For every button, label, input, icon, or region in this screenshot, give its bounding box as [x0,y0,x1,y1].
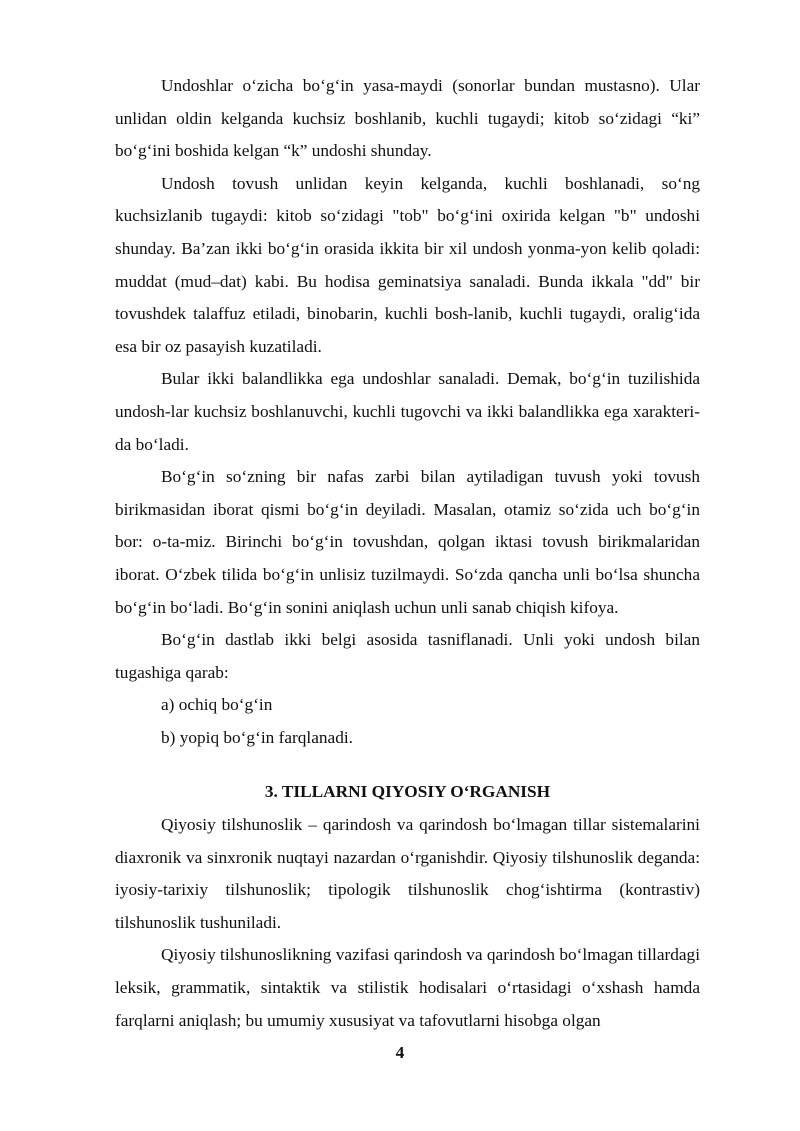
paragraph: Bo‘g‘in dastlab ikki belgi asosida tasniflanadi. Unli yoki undosh bilan tugashiga qarab: [115,630,700,682]
paragraph: Undoshlar o‘zicha bo‘g‘in yasa-maydi (sonorlar bundan mustasno). Ular unlidan oldin kelganda kuchsiz boshlanib, kuchli tugaydi; kitob so‘zidagi “ki” bo‘g‘ini boshida kelgan “k” undoshi shunday. [115,76,700,161]
paragraph: Bular ikki balandlikka ega undoshlar sanaladi. Demak, bo‘g‘in tuzilishida undosh-lar kuchsiz boshlanuvchi, kuchli tugovchi va ikki balandlikka ega xarakteri-da bo‘ladi. [115,369,700,454]
paragraph: Bo‘g‘in so‘zning bir nafas zarbi bilan aytiladigan tuvush yoki tovush birikmasidan iborat qismi bo‘g‘in deyiladi. Masalan, otamiz so‘zida uch bo‘g‘in bor: o-ta-miz. Birinchi bo‘g‘in tovushdan, qolgan iktasi tovush birikmalaridan iborat. O‘zbek tilida bo‘g‘in unlisiz tuzilmaydi. So‘zda qancha unli bo‘lsa shuncha bo‘g‘in bo‘ladi. Bo‘g‘in sonini aniqlash uchun unli sanab chiqish kifoya. [115,467,700,617]
list-item: b) yopiq bo‘g‘in farqlanadi. [161,727,353,747]
paragraph: Qiyosiy tilshunoslik – qarindosh va qarindosh bo‘lmagan tillar sistemalarini diaxronik va sinxronik nuqtayi nazardan o‘rganishdir. Qiyosiy tilshunoslik deganda: iyosiy-tarixiy tilshunoslik; tipologik tilshunoslik chog‘ishtirma (kontrastiv) tilshunoslik tushuniladi. [115,815,700,932]
paragraph: Undosh tovush unlidan keyin kelganda, kuchli boshlanadi, so‘ng kuchsizlanib tugaydi: kitob so‘zidagi "tob" bo‘g‘ini oxirida kelgan "b" undoshi shunday. Ba’zan ikki bo‘g‘in orasida ikkita bir xil undosh yonma-yon kelib qoladi: muddat (mud–dat) kabi. Bu hodisa geminatsiya sanaladi. Bunda ikkala "dd" bir tovushdek talaffuz etiladi, binobarin, kuchli bosh-lanib, kuchli tugaydi, oralig‘ida esa bir oz pasayish kuzatiladi. [115,173,700,356]
page-number: 4 [395,1043,405,1062]
list-item: a) ochiq bo‘g‘in [161,695,273,715]
section-heading: 3. TILLARNI QIYOSIY O‘RGANISH [264,782,551,802]
paragraph: Qiyosiy tilshunoslikning vazifasi qarindosh va qarindosh bo‘lmagan tillardagi leksik, grammatik, sintaktik va stilistik hodisalari o‘rtasidagi o‘xshash hamda farqlarni aniqlash; bu umumiy xususiyat va tafovutlarni hisobga olgan [115,945,700,1030]
document-page [115,70,700,1037]
